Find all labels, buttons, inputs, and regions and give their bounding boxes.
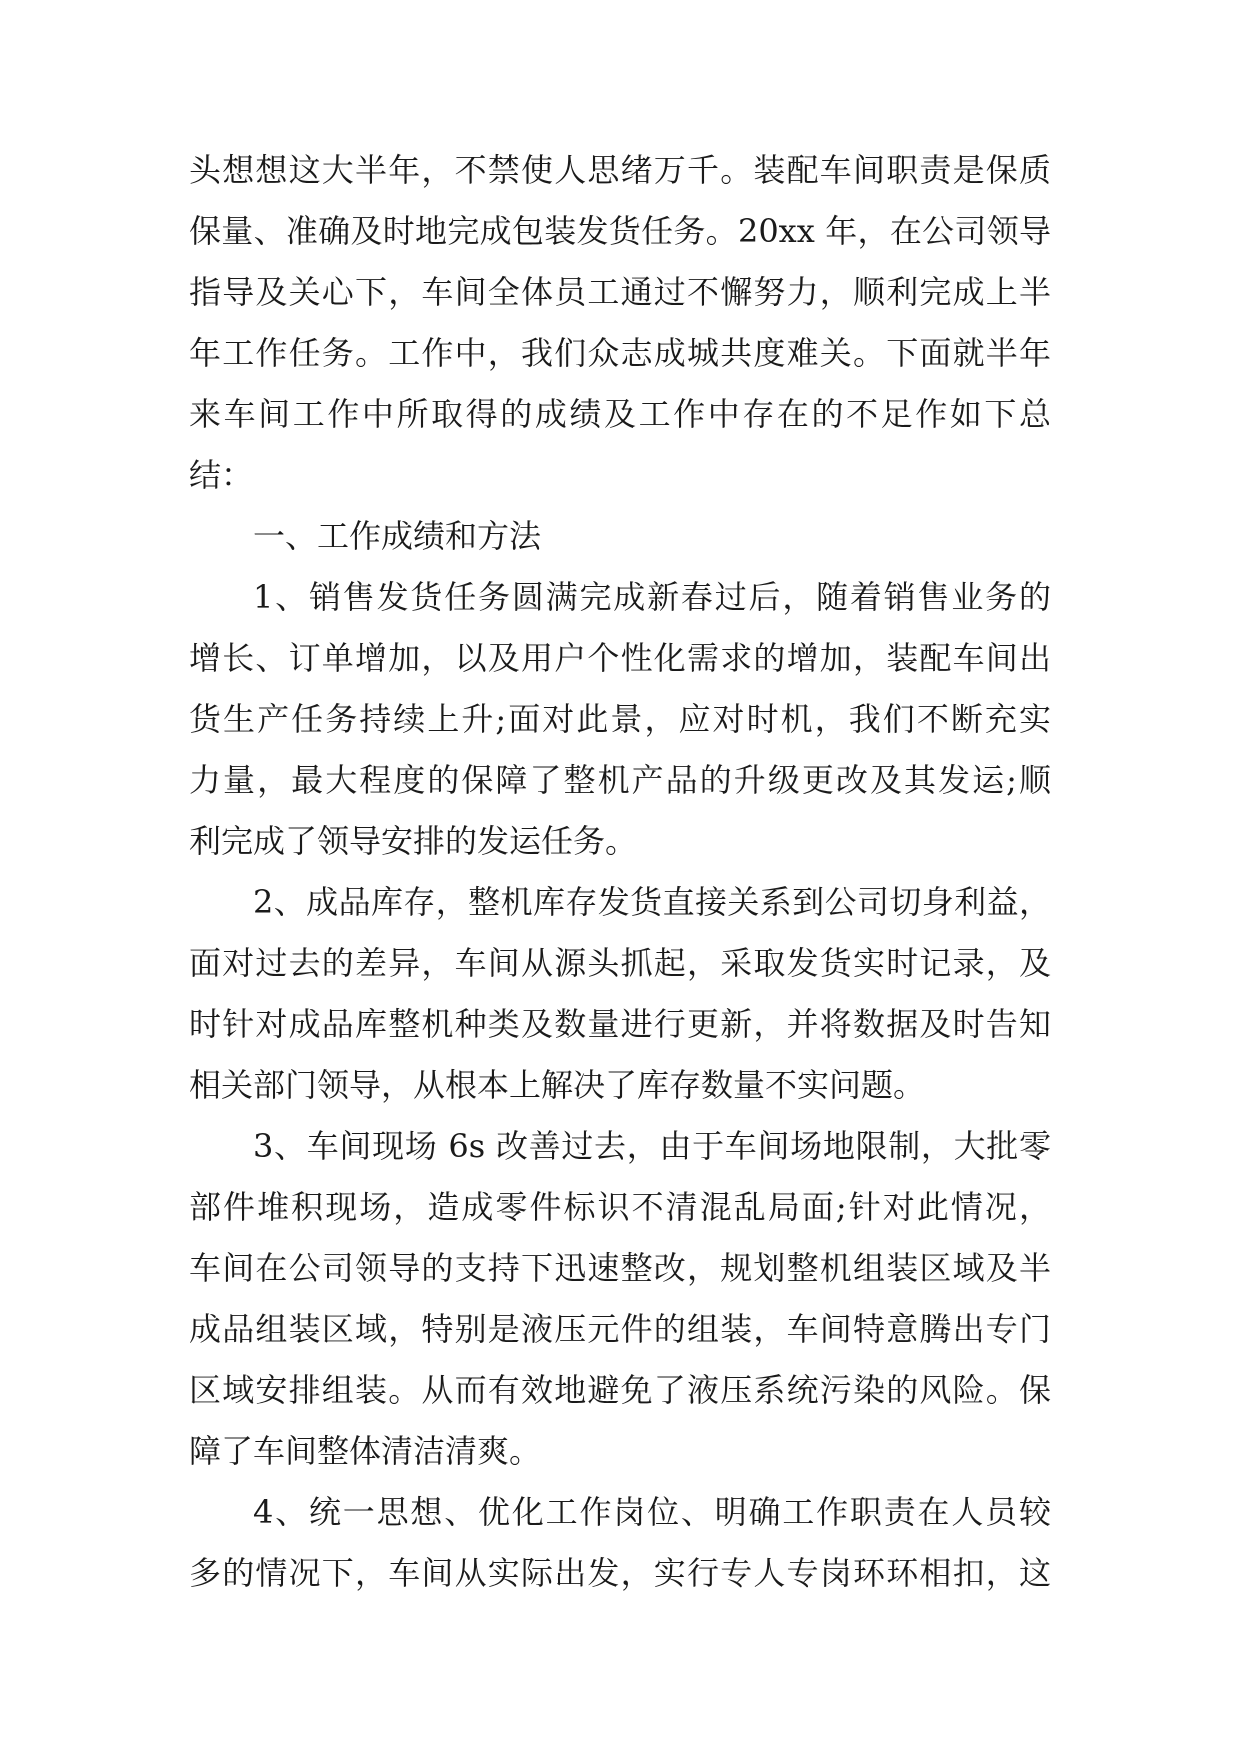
text-line: 障了车间整体清洁清爽。 — [189, 1432, 542, 1470]
document-body — [189, 140, 1051, 1604]
paragraph-intro — [189, 140, 1051, 506]
text-line: 货生产任务持续上升;面对此景，应对时机，我们不断充实 — [189, 700, 1051, 738]
text-line: 来车间工作中所取得的成绩及工作中存在的不足作如下总 — [189, 395, 1051, 433]
text-line: 利完成了领导安排的发运任务。 — [189, 822, 638, 860]
text-line: 面对过去的差异，车间从源头抓起，采取发货实时记录，及 — [189, 944, 1051, 982]
text-line: 指导及关心下，车间全体员工通过不懈努力，顺利完成上半 — [189, 273, 1051, 311]
text-line: 结： — [189, 456, 254, 494]
text-line: 车间在公司领导的支持下迅速整改，规划整机组装区域及半 — [189, 1249, 1051, 1287]
text-line: 4、统一思想、优化工作岗位、明确工作职责在人员较 — [253, 1493, 1051, 1531]
paragraph-item-2 — [189, 872, 1051, 1116]
paragraph-item-3 — [189, 1116, 1051, 1482]
paragraph-item-1 — [189, 567, 1051, 872]
text-line: 时针对成品库整机种类及数量进行更新，并将数据及时告知 — [189, 1005, 1051, 1043]
text-line: 部件堆积现场，造成零件标识不清混乱局面;针对此情况， — [189, 1188, 1051, 1226]
text-line: 相关部门领导，从根本上解决了库存数量不实问题。 — [189, 1066, 926, 1104]
text-line: 增长、订单增加，以及用户个性化需求的增加，装配车间出 — [189, 639, 1051, 677]
text-line: 年工作任务。工作中，我们众志成城共度难关。下面就半年 — [189, 334, 1051, 372]
text-line: 成品组装区域，特别是液压元件的组装，车间特意腾出专门 — [189, 1310, 1051, 1348]
text-line: 区域安排组装。从而有效地避免了液压系统污染的风险。保 — [189, 1371, 1051, 1409]
heading-text: 一、工作成绩和方法 — [253, 517, 542, 555]
text-line: 3、车间现场 6s 改善过去，由于车间场地限制，大批零 — [253, 1127, 1051, 1165]
paragraph-item-4 — [189, 1482, 1051, 1604]
text-line: 力量，最大程度的保障了整机产品的升级更改及其发运;顺 — [189, 761, 1051, 799]
section-heading — [189, 506, 1051, 567]
text-line: 1、销售发货任务圆满完成新春过后，随着销售业务的 — [253, 578, 1051, 616]
text-line: 多的情况下，车间从实际出发，实行专人专岗环环相扣，这 — [189, 1554, 1051, 1592]
text-line: 保量、准确及时地完成包装发货任务。20xx 年，在公司领导 — [189, 212, 1051, 250]
text-line: 头想想这大半年，不禁使人思绪万千。装配车间职责是保质 — [189, 151, 1051, 189]
text-line: 2、成品库存，整机库存发货直接关系到公司切身利益， — [253, 883, 1051, 921]
